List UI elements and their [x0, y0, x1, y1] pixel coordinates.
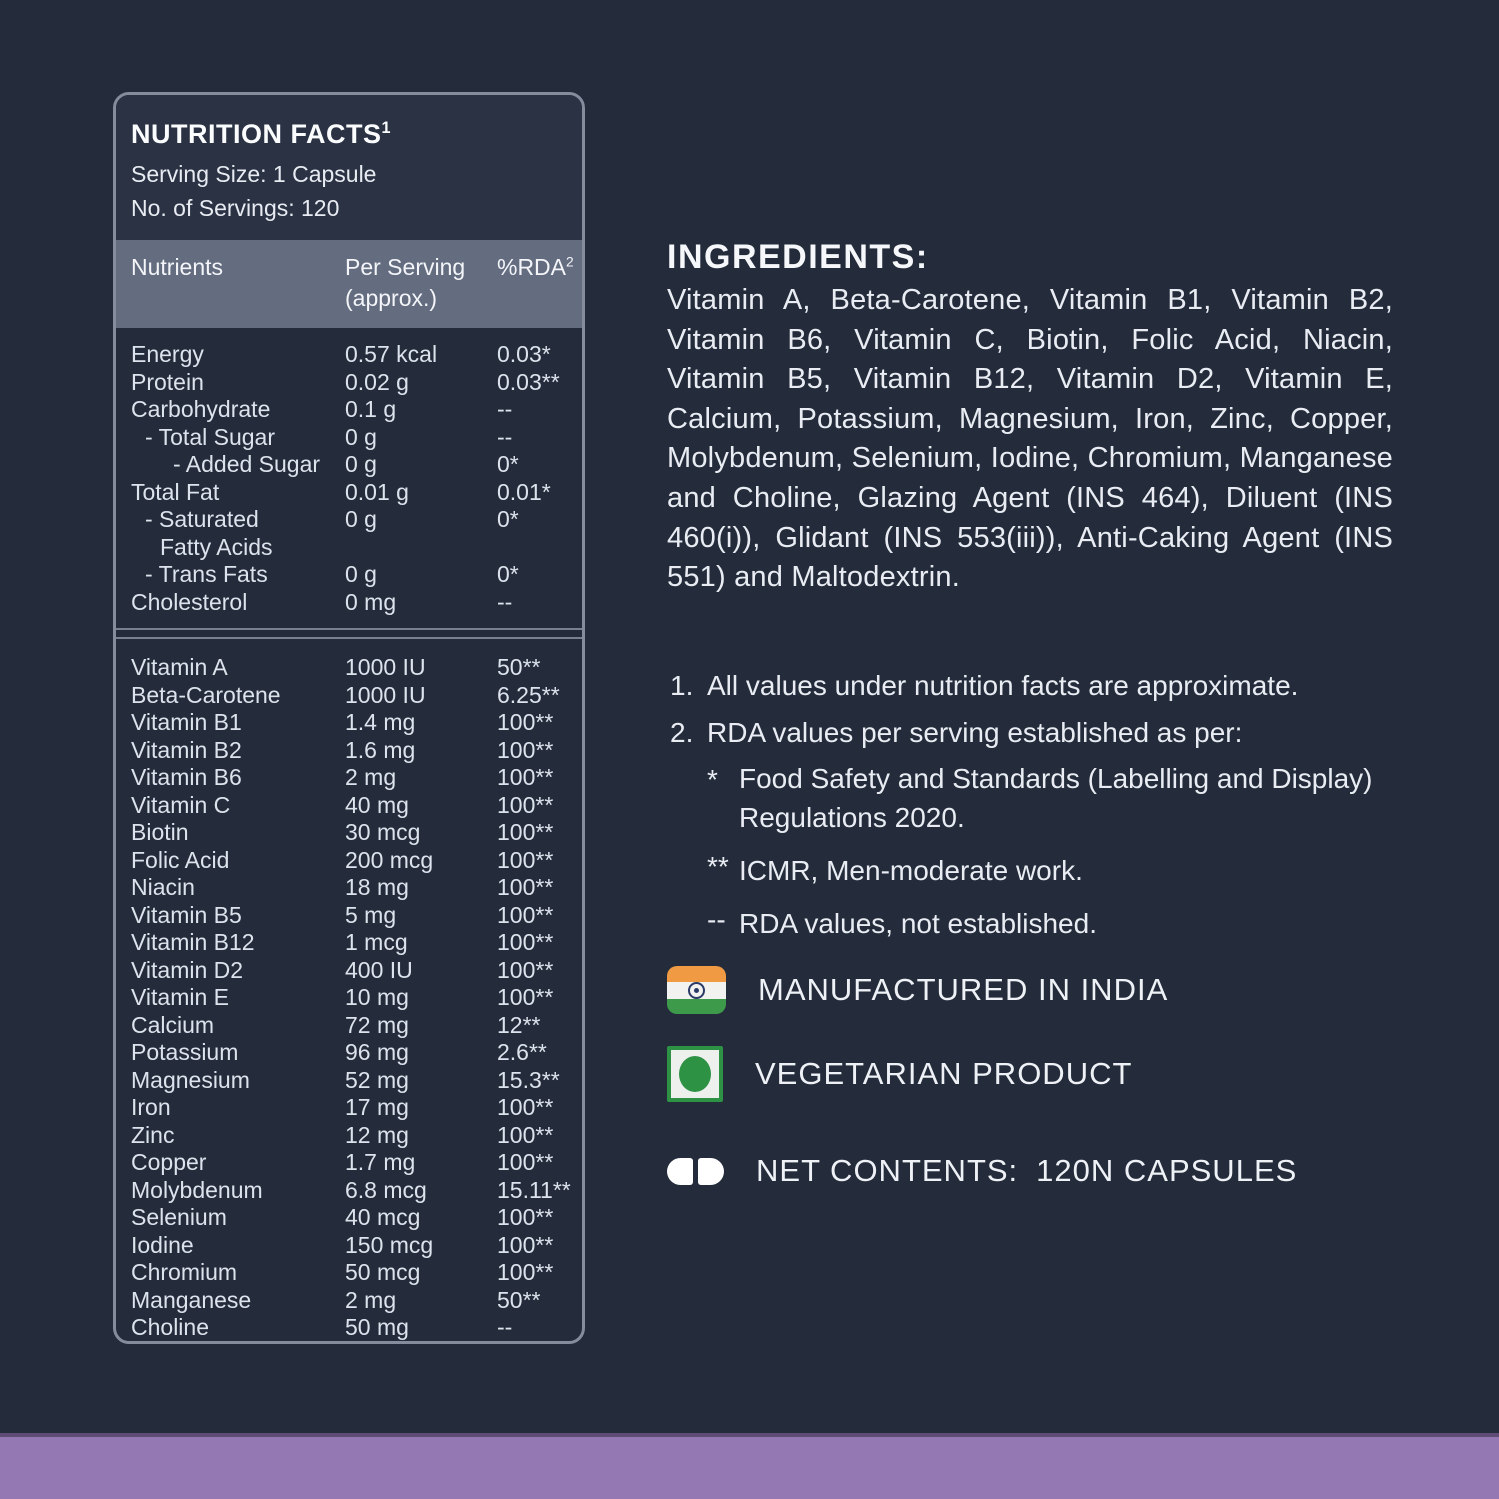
table-header — [116, 240, 582, 328]
nutrient-rda: 100** — [497, 1204, 554, 1230]
nutrition-facts-panel — [113, 92, 585, 1344]
nutrient-value: 30 mcg — [345, 819, 421, 845]
nutrient-name: Vitamin A — [131, 654, 228, 680]
nutrient-rda: 100** — [497, 1259, 554, 1285]
footnote-2-text: RDA values per serving established as per: — [707, 717, 1243, 748]
nutrient-name: Protein — [131, 368, 204, 395]
nutrient-rda: 15.11** — [497, 1176, 571, 1203]
nutrient-row — [131, 506, 582, 561]
vegetarian-mark-icon — [667, 1046, 723, 1102]
nutrient-name: Copper — [131, 1149, 207, 1175]
nutrient-rda: 100** — [497, 874, 554, 900]
capsule-right-half — [698, 1158, 724, 1185]
nutrient-row — [131, 479, 582, 507]
nutrient-value: 5 mg — [345, 901, 397, 928]
nutrient-value: 6.8 mcg — [345, 1176, 427, 1203]
flag-white-band — [667, 982, 726, 999]
nutrient-rda: 100** — [497, 736, 554, 763]
footnote-dashes — [707, 904, 1390, 943]
nutrient-name: Folic Acid — [131, 846, 230, 873]
nutrient-rda: 100** — [497, 819, 554, 845]
nutrient-value: 18 mg — [345, 874, 409, 900]
nutrient-value: 0.57 kcal — [345, 341, 438, 367]
double-asterisk-marker: ** — [707, 851, 729, 882]
nutrient-rda: 50** — [497, 1286, 541, 1313]
nutrient-rda: 100** — [497, 709, 554, 735]
nutrient-row — [131, 369, 582, 397]
nutrient-row — [131, 957, 582, 985]
nutrient-name: Manganese — [131, 1286, 252, 1313]
header-nutrients: Nutrients — [131, 254, 224, 280]
nutrient-row — [131, 341, 582, 369]
india-flag-icon — [667, 966, 726, 1014]
nutrient-name: Magnesium — [131, 1066, 250, 1093]
ingredients-text: Vitamin A, Beta-Carotene, Vitamin B1, Vitamin B2, Vitamin B6, Vitamin C, Biotin, Folic Acid, Niacin, Vitamin B5, Vitamin B12, Vitamin D2, Vitamin E, Calcium, Potassium, Magnesium, Iron, Zinc, Copper, Molybdenum, Selenium, Iodine, Chromium, Manganese and Choline, Glazing Agent (INS 464), Diluent (INS 460(i)), Glidant (INS 553(iii)), Anti-Caking Agent (INS 551) and Maltodextrin. — [667, 284, 1393, 594]
nutrient-name: Calcium — [131, 1011, 215, 1038]
header-rda-sup: 2 — [566, 254, 574, 270]
dashes-marker: -- — [707, 904, 726, 935]
header-per-serving — [345, 254, 497, 312]
nutrient-rda: -- — [497, 423, 513, 450]
header-approx-text: (approx.) — [345, 285, 438, 311]
nutrient-row — [131, 682, 582, 710]
nutrient-rda: 0.03* — [497, 341, 551, 367]
nutrient-name: Beta-Carotene — [131, 681, 281, 708]
capsule-icon — [667, 1158, 724, 1185]
nutrient-row — [131, 1122, 582, 1150]
footer-stripe — [0, 1433, 1499, 1499]
nutrient-rda: 100** — [497, 1094, 554, 1120]
nutrient-row — [131, 1039, 582, 1067]
nutrient-rda: 12** — [497, 1011, 541, 1038]
nutrient-value: 17 mg — [345, 1094, 409, 1120]
nutrient-value: 1.7 mg — [345, 1149, 416, 1175]
nutrient-value: 2 mg — [345, 764, 397, 790]
nutrient-name: Total Fat — [131, 478, 220, 505]
nutrient-row — [131, 929, 582, 957]
nutrient-row — [131, 874, 582, 902]
nutrient-value: 1.6 mg — [345, 736, 416, 763]
footnote-2 — [670, 717, 1390, 749]
nutrient-name: Molybdenum — [131, 1176, 263, 1203]
nutrient-value: 150 mcg — [345, 1231, 434, 1258]
net-contents-row — [667, 1153, 1297, 1189]
nutrient-name: Vitamin B12 — [131, 929, 255, 955]
macro-nutrients-section — [116, 328, 582, 628]
nutrient-value: 0.01 g — [345, 478, 409, 505]
asterisk-marker: * — [707, 764, 718, 795]
nutrient-row — [131, 819, 582, 847]
nutrient-row — [131, 1204, 582, 1232]
footnote-1-number: 1. — [670, 670, 694, 701]
nutrient-row — [131, 1067, 582, 1095]
nutrient-row — [131, 1314, 582, 1342]
nutrient-rda: -- — [497, 1314, 513, 1340]
nutrition-title-block — [116, 95, 582, 240]
footnotes — [670, 670, 1390, 943]
nutrient-name: Choline — [131, 1314, 209, 1340]
nutrient-rda: 0.03** — [497, 368, 560, 395]
ashoka-chakra-icon — [688, 982, 705, 999]
nutrient-name: Iron — [131, 1094, 171, 1120]
nutrient-row — [131, 561, 582, 589]
nutrient-row — [131, 764, 582, 792]
servings-count: No. of Servings: 120 — [131, 195, 340, 221]
nutrient-rda: 100** — [497, 1231, 554, 1258]
nutrient-rda: 0.01* — [497, 478, 551, 505]
nutrient-rda: 100** — [497, 901, 554, 928]
nutrient-value: 1 mcg — [345, 929, 408, 955]
nutrient-rda: 100** — [497, 846, 554, 873]
nutrient-row — [131, 792, 582, 820]
nutrient-name: Zinc — [131, 1121, 175, 1148]
nutrient-value: 400 IU — [345, 956, 413, 983]
nutrient-value: 0 g — [345, 561, 377, 587]
nutrient-rda: 100** — [497, 929, 554, 955]
header-per-serving-text: Per Serving — [345, 254, 466, 280]
nutrient-rda: 100** — [497, 764, 554, 790]
net-contents-value: 120N CAPSULES — [1036, 1153, 1298, 1188]
nutrient-name: Vitamin B5 — [131, 901, 242, 928]
nutrient-rda: 100** — [497, 791, 554, 818]
nutrient-rda: 50** — [497, 654, 541, 680]
nutrient-name: Chromium — [131, 1259, 238, 1285]
net-contents-label: NET CONTENTS: — [756, 1153, 1019, 1188]
vegetarian-row — [667, 1046, 1132, 1102]
footnote-1 — [670, 670, 1390, 702]
nutrient-value: 50 mcg — [345, 1259, 421, 1285]
nutrient-value: 50 mg — [345, 1314, 409, 1340]
nutrient-name: Potassium — [131, 1039, 239, 1065]
footnote-double-asterisk — [707, 851, 1390, 890]
serving-size: Serving Size: 1 Capsule — [131, 161, 377, 187]
nutrient-value: 1000 IU — [345, 654, 426, 680]
nutrient-rda: 0* — [497, 451, 519, 477]
nutrient-name: - Trans Fats — [145, 561, 268, 587]
dashes-text: RDA values, not established. — [739, 908, 1097, 939]
nutrient-value: 200 mcg — [345, 846, 434, 873]
nutrient-value: 12 mg — [345, 1121, 409, 1148]
nutrient-value: 96 mg — [345, 1039, 409, 1065]
footnote-1-text: All values under nutrition facts are approximate. — [707, 670, 1299, 701]
nutrient-value: 40 mcg — [345, 1204, 421, 1230]
nutrient-rda: 2.6** — [497, 1039, 547, 1065]
nutrient-row — [131, 1177, 582, 1205]
made-in-india-label: MANUFACTURED IN INDIA — [758, 972, 1169, 1007]
nutrient-row — [131, 451, 582, 479]
nutrient-value: 72 mg — [345, 1011, 409, 1038]
nutrient-name: Vitamin B2 — [131, 736, 242, 763]
footnote-asterisk — [707, 764, 1390, 837]
nutrient-rda: 100** — [497, 1149, 554, 1175]
header-rda-text: %RDA — [497, 254, 567, 280]
flag-green-band — [667, 999, 726, 1015]
nutrient-name: Vitamin E — [131, 984, 230, 1010]
nutrient-row — [131, 1232, 582, 1260]
nutrient-name: Iodine — [131, 1231, 194, 1258]
nutrient-rda: 100** — [497, 1121, 554, 1148]
nutrient-row — [131, 1149, 582, 1177]
nutrient-value: 10 mg — [345, 984, 409, 1010]
nutrient-value: 0 mg — [345, 588, 397, 615]
nutrient-name: Cholesterol — [131, 588, 248, 615]
nutrient-row — [131, 984, 582, 1012]
nutrient-value: 0 g — [345, 423, 377, 450]
nutrient-name: - Total Sugar — [145, 423, 275, 450]
nutrient-rda: 6.25** — [497, 681, 560, 708]
nutrient-name: - Added Sugar — [173, 451, 321, 477]
nutrient-name: Vitamin B1 — [131, 709, 242, 735]
footnote-sublist — [707, 764, 1390, 943]
nutrient-name: Selenium — [131, 1204, 227, 1230]
nutrient-name-line2: Fatty Acids — [160, 533, 273, 560]
section-divider — [116, 628, 582, 639]
nutrient-name: Carbohydrate — [131, 396, 271, 422]
vegetarian-label: VEGETARIAN PRODUCT — [755, 1056, 1133, 1091]
made-in-india-row — [667, 966, 1168, 1014]
nutrient-name: Vitamin B6 — [131, 764, 242, 790]
nutrient-name: Energy — [131, 341, 204, 367]
nutrient-rda: 100** — [497, 984, 554, 1010]
nutrient-row — [131, 709, 582, 737]
nutrient-value: 0 g — [345, 451, 377, 477]
nutrition-facts-title-text: NUTRITION FACTS — [131, 119, 382, 149]
nutrient-rda: 0* — [497, 561, 519, 587]
nutrient-row — [131, 1259, 582, 1287]
nutrient-rda: 0* — [497, 506, 519, 532]
chakra-dot — [694, 988, 699, 993]
nutrient-value: 1000 IU — [345, 681, 426, 708]
nutrient-rda: -- — [497, 588, 513, 615]
nutrient-name: Vitamin C — [131, 791, 231, 818]
ingredients-heading: INGREDIENTS: — [667, 238, 929, 276]
nutrient-row — [131, 1012, 582, 1040]
nutrient-row — [131, 396, 582, 424]
nutrient-row — [131, 1094, 582, 1122]
nutrient-row — [131, 654, 582, 682]
nutrient-value: 0 g — [345, 506, 377, 532]
nutrient-row — [131, 1287, 582, 1315]
nutrient-row — [131, 589, 582, 617]
micro-nutrients-section — [116, 639, 582, 1342]
nutrient-value: 0.1 g — [345, 396, 397, 422]
nutrient-value: 40 mg — [345, 791, 409, 818]
nutrient-row — [131, 424, 582, 452]
nutrient-value: 0.02 g — [345, 368, 409, 395]
flag-saffron-band — [667, 966, 726, 982]
nutrient-name: Biotin — [131, 819, 189, 845]
nutrient-rda: 15.3** — [497, 1066, 560, 1093]
nutrient-row — [131, 737, 582, 765]
header-rda — [497, 254, 582, 281]
nutrient-rda: 100** — [497, 956, 554, 983]
vegetarian-dot — [679, 1056, 711, 1092]
nutrient-name: Vitamin D2 — [131, 956, 244, 983]
nutrient-value: 52 mg — [345, 1066, 409, 1093]
nutrient-value: 2 mg — [345, 1286, 397, 1313]
footnote-2-number: 2. — [670, 717, 694, 748]
nutrition-facts-title — [131, 119, 567, 150]
nutrient-name: Niacin — [131, 874, 195, 900]
nutrient-row — [131, 847, 582, 875]
nutrient-value: 1.4 mg — [345, 709, 416, 735]
asterisk-text: Food Safety and Standards (Labelling and Display) Regulations 2020. — [739, 763, 1373, 833]
double-asterisk-text: ICMR, Men-moderate work. — [739, 855, 1083, 886]
nutrient-rda: -- — [497, 396, 513, 422]
nutrient-row — [131, 902, 582, 930]
title-footnote-sup: 1 — [381, 119, 392, 137]
capsule-left-half — [667, 1158, 693, 1185]
nutrient-name: - Saturated Fatty Acids — [131, 506, 345, 561]
